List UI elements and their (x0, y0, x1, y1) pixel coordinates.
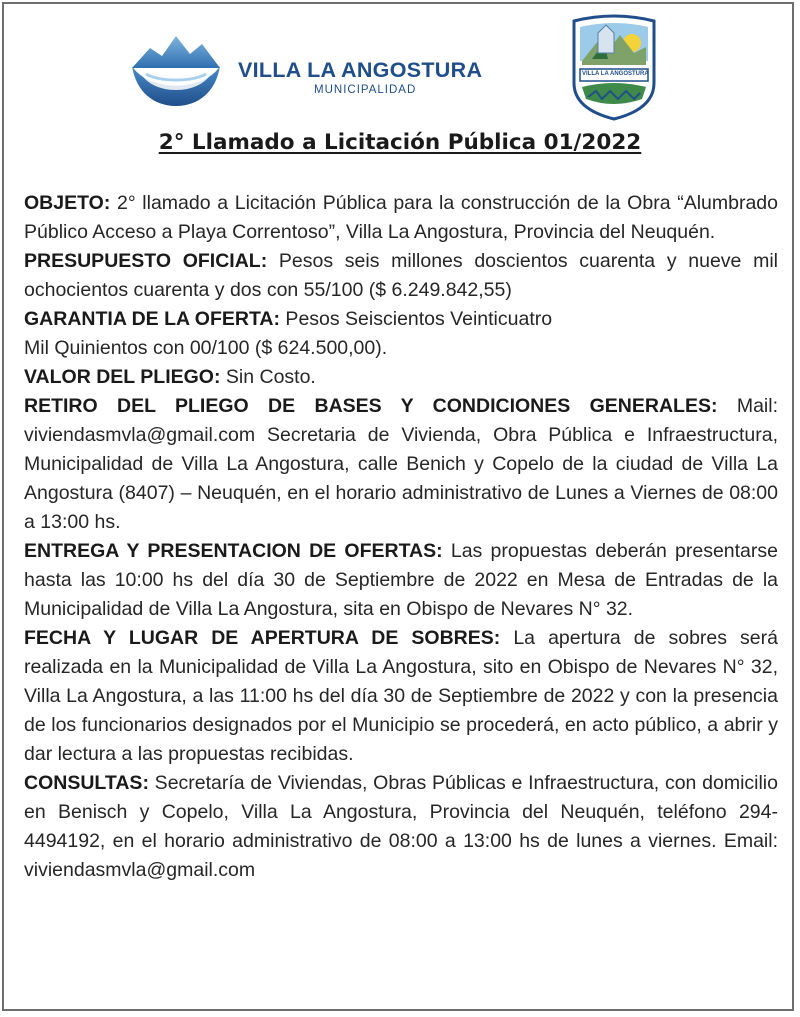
section-label: GARANTIA DE LA OFERTA: (24, 308, 281, 330)
section-label: VALOR DEL PLIEGO: (24, 366, 221, 388)
section-label: PRESUPUESTO OFICIAL: (24, 250, 268, 272)
section-label: RETIRO DEL PLIEGO DE BASES Y CONDICIONES GENERALES: (24, 395, 718, 417)
section-text: Pesos seis millones doscientos cuarenta y nueve mil ochocientos cuarenta y dos con 55/100 ($ 6.249.842,55) (24, 250, 778, 301)
brand-subtitle: MUNICIPALIDAD (314, 84, 417, 96)
section-entrega (24, 537, 778, 624)
section-retiro (24, 392, 778, 537)
section-apertura (24, 624, 778, 769)
section-garantia (24, 305, 778, 363)
section-consultas (24, 769, 778, 885)
section-text: Las propuestas deberán presentarse hasta las 10:00 hs del día 30 de Septiembre de 2022 en Mesa de Entradas de la Municipalidad de Villa La Angostura, sita en Obispo de Nevares N° 32. (24, 540, 778, 620)
page-title (0, 130, 800, 155)
header (0, 0, 800, 125)
section-text: Sin Costo. (220, 366, 316, 388)
crest-text: VILLA LA ANGOSTURA (582, 71, 649, 77)
page-title-text: 2° Llamado a Licitación Pública 01/2022 (158, 130, 642, 155)
notice-body (24, 189, 778, 885)
section-label: FECHA Y LUGAR DE APERTURA DE SOBRES: (24, 627, 501, 649)
section-presupuesto (24, 247, 778, 305)
crest-emblem-icon (568, 13, 660, 121)
section-label: CONSULTAS: (24, 772, 149, 794)
section-label: OBJETO: (24, 192, 111, 214)
section-text: La apertura de sobres será realizada en la Municipalidad de Villa La Angostura, sito en Obispo de Nevares N° 32, Villa La Angostura, a las 11:00 hs del día 30 de Septiembre de 2022 y con la presencia de los funcionarios designados por el Municipio se procederá, en acto público, a abrir y dar lectura a las propuestas recibidas. (24, 627, 778, 765)
section-label: ENTREGA Y PRESENTACION DE OFERTAS: (24, 540, 443, 562)
brand-name: VILLA LA ANGOSTURA (238, 58, 483, 82)
section-text: Secretaría de Viviendas, Obras Públicas e Infraestructura, con domicilio en Benisch y Copelo, Villa La Angostura, Provincia del Neuquén, teléfono 294-4494192, en el horario administrativo de 08:00 a 13:00 hs de lunes a viernes. Email: viviendasmvla@gmail.com (24, 772, 778, 881)
section-text: Mail: viviendasmvla@gmail.com Secretaria de Vivienda, Obra Pública e Infraestructura, Municipalidad de Villa La Angostura, calle Benich y Copelo de la ciudad de Villa La Angostura (8407) – Neuquén, en el horario administrativo de Lunes a Viernes de 08:00 a 13:00 hs. (24, 395, 778, 533)
section-objeto (24, 189, 778, 247)
section-text-line2: Mil Quinientos con 00/100 ($ 624.500,00). (24, 337, 388, 359)
section-text: Pesos Seiscientos Veinticuatro (280, 308, 553, 330)
section-valor (24, 363, 778, 392)
municipality-logo-icon (128, 30, 224, 108)
section-text: 2° llamado a Licitación Pública para la construcción de la Obra “Alumbrado Público Acceso a Playa Correntoso”, Villa La Angostura, Provincia del Neuquén. (24, 192, 778, 243)
